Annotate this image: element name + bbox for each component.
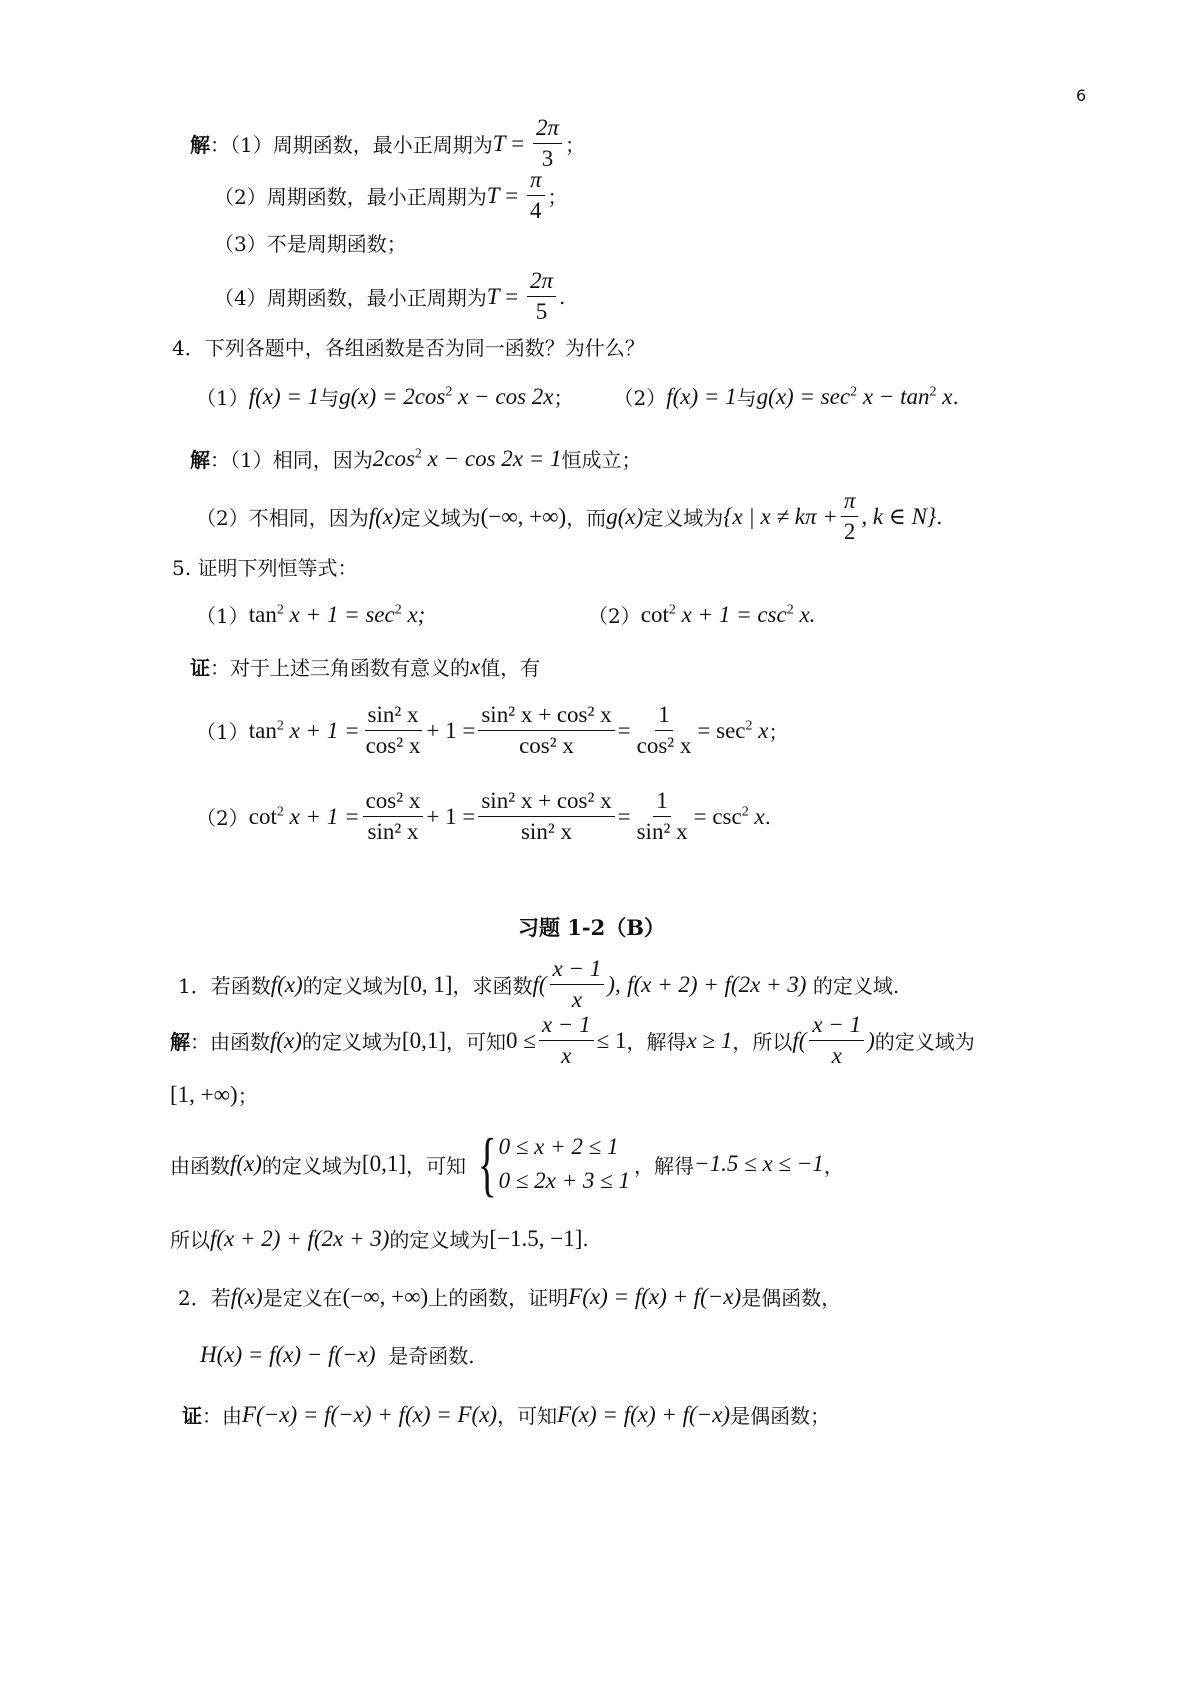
equation-system: { 0 ≤ x + 2 ≤ 1 0 ≤ 2x + 3 ≤ 1 — [477, 1124, 631, 1204]
text: 4．下列各题中，各组函数是否为同一函数？为什么？ — [172, 336, 645, 360]
question-5-item-2: （2） $\cot^2 x + 1 = \csc^2 x$. — [588, 601, 816, 628]
exercise-b2: 2．若 f(x) 是定义在 (−∞, +∞) 上的函数，证明 F(x) = f(x) + f(−x) 是偶函数， — [178, 1283, 842, 1310]
answer-label: 解 — [170, 1030, 190, 1054]
answer-b1: 解 ：由函数 f(x) 的定义域为 [0,1] ，可知 0 ≤ $\frac{x - 1}{x}$ ≤ 1 ，解得 x ≥ 1 ，所以 f( x − 1 x ) 的定义域为 — [170, 1012, 975, 1068]
answer-b1-system: 由函数 f(x) 的定义域为 [0,1] ，可知 { 0 ≤ x + 2 ≤ 1 0 ≤ 2x + 3 ≤ 1 ，解得 −1.5 ≤ x ≤ −1 ， — [170, 1124, 844, 1204]
page-number: 6 — [1076, 86, 1087, 105]
math: f(x) = 1 — [248, 383, 320, 409]
fraction: $\frac{\pi}{4}$ — [527, 165, 545, 226]
text: ； — [565, 133, 586, 157]
answer-b1-conclusion: 所以 f(x + 2) + f(2x + 3) 的定义域为 [−1.5, −1] . — [170, 1225, 589, 1252]
text: （2）周期函数，最小正周期为 — [214, 185, 487, 209]
answer-line-4: （4）周期函数，最小正周期为 T = $\frac{2\pi}{5}$ . — [214, 266, 565, 327]
question-4 — [172, 332, 645, 361]
proof-1: （1） $\tan^2 x + 1$ = $\frac{\text{sin² x}}{\text{cos² x}}$ + 1 = $\frac{\text{sin² x + cos² x}}{\text{cos² x}}$ = $\frac{1}{\text{cos² x}}$ = $\sec^2 x$ ； — [196, 702, 789, 758]
answer-line-2: （2）周期函数，最小正周期为 T = $\frac{\pi}{4}$ ； — [214, 165, 568, 226]
text: ：（1）周期函数，最小正周期为 — [210, 133, 493, 157]
answer-line-1: 解 ：（1）周期函数，最小正周期为 T = $\frac{2\pi}{3}$ ； — [190, 113, 585, 174]
proof-label: 证 — [182, 1404, 202, 1428]
text: （3）不是周期函数； — [214, 232, 407, 256]
answer-line-3 — [214, 228, 407, 257]
answer-b1-result: [1, +∞) ； — [170, 1081, 258, 1108]
fraction: $\frac{2\pi}{3}$ — [533, 113, 562, 174]
question-5-items: （1） $\tan^2 x + 1 = \sec^2 x$; — [196, 601, 426, 628]
answer-label: 解 — [190, 133, 210, 157]
question-4-items: （1） f(x) = 1 与 $g(x) = 2\cos^2$ x − cos 2x ； （2） f(x) = 1 与 $g(x) = \sec^2 x - \tan^2 x$ . — [196, 383, 959, 410]
answer-label: 解 — [190, 448, 210, 472]
text: （4）周期函数，最小正周期为 — [214, 286, 487, 310]
fraction: $\frac{2\pi}{5}$ — [527, 266, 556, 327]
exercise-b2-line2: H(x) = f(x) − f(−x) 是奇函数. — [200, 1341, 475, 1368]
text: ； — [547, 185, 568, 209]
proof-label: 证 — [190, 656, 210, 680]
fraction: $\frac{\pi}{2}$ — [841, 486, 859, 547]
question-5 — [172, 552, 357, 581]
answer-4-1: 解 ：（1）相同，因为 $2\cos^2$ x − cos 2x = 1 恒成立； — [190, 445, 642, 472]
answer-4-2: （2）不相同，因为 f(x) 定义域为 (−∞, +∞) ，而 g(x) 定义域为 {x | x ≠ kπ + $\frac{\pi}{2}$ , k ∈ N} . — [196, 486, 942, 547]
text: 5. 证明下列恒等式： — [172, 556, 358, 580]
proof-b2: 证 ：由 F(−x) = f(−x) + f(x) = F(x) ，可知 F(x) = f(x) + f(−x) 是偶函数； — [182, 1401, 831, 1428]
text: . — [559, 284, 566, 309]
proof-intro: 证 ：对于上述三角函数有意义的 x 值，有 — [190, 653, 541, 680]
exercise-b1: 1．若函数 f(x) 的定义域为 [0, 1] ，求函数 f( x − 1 x ), f(x + 2) + f(2x + 3) 的定义域. — [178, 956, 900, 1012]
section-title: 习题 1-2（B） — [518, 915, 665, 940]
proof-2: （2） $\cot^2 x + 1$ = $\frac{\text{cos² x}}{\text{sin² x}}$ + 1 = $\frac{\text{sin² x + cos² x}}{\text{sin² x}}$ = $\frac{1}{\text{sin² x}}$ = $\csc^2 x$ . — [196, 788, 772, 844]
